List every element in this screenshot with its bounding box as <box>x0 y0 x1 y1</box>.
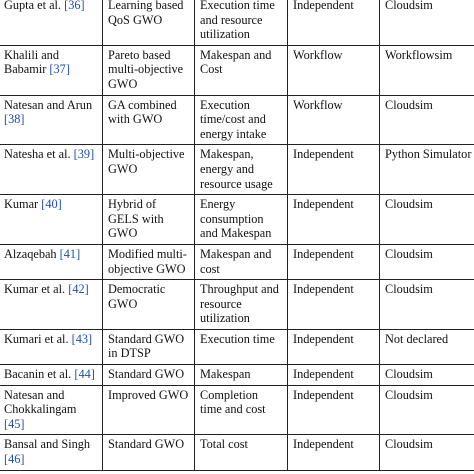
table-row <box>0 280 474 330</box>
table-row <box>0 365 474 386</box>
objective-cell: Makespan and Cost <box>195 45 288 95</box>
tool-cell: Cloudsim <box>380 385 474 435</box>
method-cell: Pareto based multi-objective GWO <box>103 45 195 95</box>
author-cell <box>0 95 103 145</box>
type-cell: Independent <box>288 435 380 470</box>
citation-link[interactable]: [40] <box>41 197 62 212</box>
objective-cell: Completion time and cost <box>195 385 288 435</box>
type-cell: Independent <box>288 385 380 435</box>
method-cell: Standard GWO <box>103 365 195 386</box>
author-cell <box>0 329 103 364</box>
method-cell: Hybrid of GELS with GWO <box>103 195 195 245</box>
objective-cell: Total cost <box>195 435 288 470</box>
method-cell: Democratic GWO <box>103 280 195 330</box>
citation-link[interactable]: [43] <box>71 331 93 346</box>
citation-link[interactable]: [38] <box>4 112 25 127</box>
author-name: Bansal and Singh <box>4 437 91 452</box>
objective-cell: Execution time/cost and energy intake <box>195 95 288 145</box>
author-cell <box>0 365 103 386</box>
objective-cell: Throughput and resource utilization <box>195 280 288 330</box>
table-row <box>0 244 474 279</box>
author-name: Gupta et al. <box>4 0 62 12</box>
type-cell: Independent <box>288 0 380 45</box>
type-cell: Independent <box>288 244 380 279</box>
author-cell <box>0 45 103 95</box>
method-cell: Improved GWO <box>103 385 195 435</box>
table-row <box>0 0 474 45</box>
table-row <box>0 329 474 364</box>
objective-cell: Makespan <box>195 365 288 386</box>
author-name: Natesha et al. <box>4 147 71 162</box>
method-cell: Multi-objective GWO <box>103 145 195 195</box>
author-cell <box>0 280 103 330</box>
table-row <box>0 385 474 435</box>
author-cell <box>0 385 103 435</box>
table-row <box>0 195 474 245</box>
tool-cell: Not declared <box>380 329 474 364</box>
table-row <box>0 145 474 195</box>
author-cell <box>0 435 103 470</box>
author-name: Bacanin et al. <box>4 367 72 382</box>
table-row <box>0 95 474 145</box>
author-name: Kumari et al. <box>4 331 69 346</box>
objective-cell: Execution time and resource utilization <box>195 0 288 45</box>
tool-cell: Cloudsim <box>380 365 474 386</box>
method-cell: Learning based QoS GWO <box>103 0 195 45</box>
type-cell: Workflow <box>288 45 380 95</box>
tool-cell: Workflowsim <box>380 45 474 95</box>
method-cell: GA combined with GWO <box>103 95 195 145</box>
author-cell <box>0 145 103 195</box>
tool-cell: Cloudsim <box>380 195 474 245</box>
type-cell: Independent <box>288 195 380 245</box>
type-cell: Independent <box>288 329 380 364</box>
type-cell: Workflow <box>288 95 380 145</box>
method-cell: Standard GWO in DTSP <box>103 329 195 364</box>
citation-link[interactable]: [46] <box>4 452 25 467</box>
tool-cell: Python Simulator <box>380 145 474 195</box>
objective-cell: Energy consumption and Makespan <box>195 195 288 245</box>
tool-cell: Cloudsim <box>380 0 474 45</box>
author-cell <box>0 195 103 245</box>
objective-cell: Execution time <box>195 329 288 364</box>
tool-cell: Cloudsim <box>380 435 474 470</box>
citation-link[interactable]: [36] <box>64 0 85 12</box>
table-row <box>0 45 474 95</box>
author-name: Natesan and Chokkalingam <box>4 387 77 417</box>
method-cell: Standard GWO <box>103 435 195 470</box>
type-cell: Independent <box>288 365 380 386</box>
citation-link[interactable]: [42] <box>68 282 89 297</box>
citation-link[interactable]: [45] <box>4 416 25 431</box>
author-name: Kumar <box>4 197 39 212</box>
author-name: Natesan and Arun <box>4 97 93 112</box>
citation-link[interactable]: [41] <box>59 246 81 261</box>
author-name: Kumar et al. <box>4 282 66 297</box>
author-cell <box>0 244 103 279</box>
objective-cell: Makespan and cost <box>195 244 288 279</box>
method-cell: Modified multi-objective GWO <box>103 244 195 279</box>
table-row <box>0 435 474 470</box>
citation-link[interactable]: [37] <box>49 62 70 77</box>
author-cell <box>0 0 103 45</box>
objective-cell: Makespan, energy and resource usage <box>195 145 288 195</box>
author-name: Khalili and Babamir <box>4 47 59 77</box>
tool-cell: Cloudsim <box>380 244 474 279</box>
tool-cell: Cloudsim <box>380 280 474 330</box>
type-cell: Independent <box>288 145 380 195</box>
tool-cell: Cloudsim <box>380 95 474 145</box>
type-cell: Independent <box>288 280 380 330</box>
citation-link[interactable]: [44] <box>74 367 95 382</box>
citation-link[interactable]: [39] <box>73 147 95 162</box>
author-name: Alzaqebah <box>4 246 57 261</box>
